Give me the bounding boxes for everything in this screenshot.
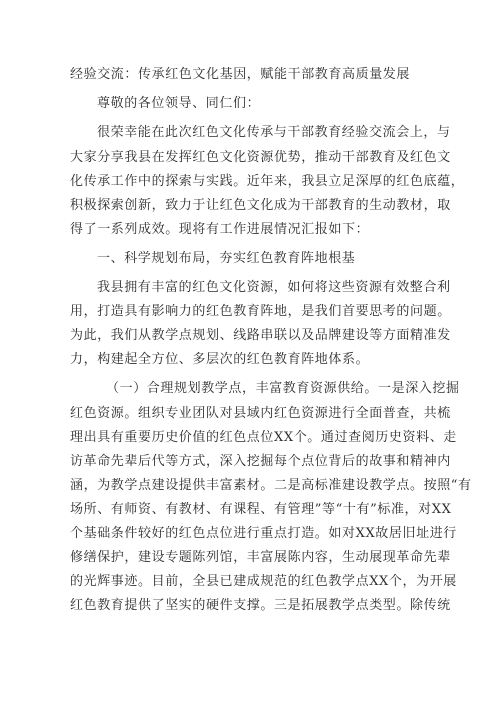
section-paragraph-line: 力，构建起全方位、多层次的红色教育阵地体系。 xyxy=(70,352,370,367)
intro-line: 积极探索创新，致力于让红色文化成为干部教育的生动教材，取 xyxy=(70,198,451,213)
subsection-paragraph-line: 红色教育提供了坚实的硬件支撑。三是拓展教学点类型。除传统 xyxy=(70,598,451,613)
section-paragraph-line: 为此，我们从教学点规划、线路串联以及品牌建设等方面精准发 xyxy=(70,328,451,343)
section-paragraph-line: 我县拥有丰富的红色文化资源，如何将这些资源有效整合利 xyxy=(97,280,451,295)
document-title: 经验交流：传承红色文化基因，赋能干部教育高质量发展 xyxy=(70,67,411,82)
subsection-paragraph-line: 个基础条件较好的红色点位进行重点打造。如对XX故居旧址进行 xyxy=(70,526,457,541)
intro-line: 很荣幸能在此次红色文化传承与干部教育经验交流会上，与 xyxy=(97,125,451,140)
subsection-paragraph-line: 的光辉事迹。目前，全县已建成规范的红色教学点XX个，为开展 xyxy=(70,574,457,589)
intro-line: 化传承工作中的探索与实践。近年来，我县立足深厚的红色底蕴， xyxy=(70,174,465,189)
subsection-paragraph-line: 场所、有师资、有教材、有课程、有管理”等“十有”标准，对XX xyxy=(70,502,452,517)
intro-line: 得了一系列成效。现将有工作进展情况汇报如下： xyxy=(70,222,370,237)
section-paragraph-line: 用，打造具有影响力的红色教育阵地，是我们首要思考的问题。 xyxy=(70,304,451,319)
subsection-paragraph-line: （一）合理规划教学点，丰富教育资源供给。一是深入挖掘 xyxy=(106,381,460,396)
subsection-paragraph-line: 理出具有重要历史价值的红色点位XX个。通过查阅历史资料、走 xyxy=(70,430,457,445)
subsection-paragraph-line: 红色资源。组织专业团队对县域内红色资源进行全面普查，共梳 xyxy=(70,406,451,421)
section-heading: 一、科学规划布局，夯实红色教育阵地根基 xyxy=(97,251,356,266)
subsection-paragraph-line: 涵，为教学点建设提供丰富素材。二是高标准建设教学点。按照“有 xyxy=(70,478,472,493)
subsection-paragraph-line: 访革命先辈后代等方式，深入挖掘每个点位背后的故事和精神内 xyxy=(70,454,451,469)
salutation: 尊敬的各位领导、同仁们： xyxy=(97,96,261,111)
intro-line: 大家分享我县在发挥红色文化资源优势，推动干部教育及红色文 xyxy=(70,150,451,165)
subsection-paragraph-line: 修缮保护，建设专题陈列馆，丰富展陈内容，生动展现革命先辈 xyxy=(70,550,451,565)
